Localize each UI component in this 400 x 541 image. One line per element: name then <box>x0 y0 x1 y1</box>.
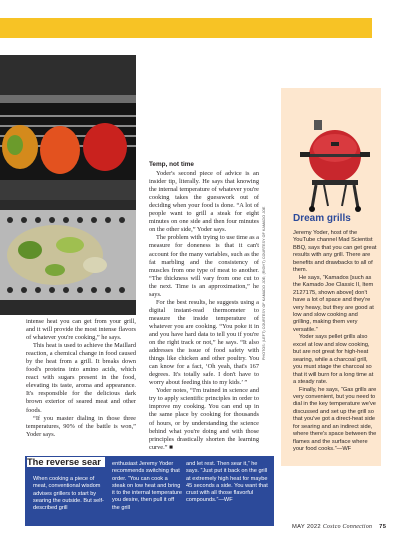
paragraph: This heat is used to achieve the Maillard reaction, a chemical change in food caused by the heat from a grill. It breaks down food's proteins into amino acids, which react with sugars present in the food, elevating its taste, aroma and appearance. It's responsible for the delicious dark brown exterior of seared meat and other foods. <box>26 342 136 414</box>
paragraph: The problem with trying to use time as a measure for doneness is that it can't account for the many variables, such as the fat marbling and the consistency of muscles from one type of meat to another. “The thickness will vary from one cut to the next. Time is an approximation,” he says. <box>149 234 259 298</box>
paragraph: Yoder's second piece of advice is an insider tip, literally. He says that knowing the internal temperature of whatever you're cooking takes the guesswork out of deciding when your food is done. “A lot of people want to grill a steak for eight minutes on one side and then four minutes on the other side,” Yoder says. <box>149 170 259 234</box>
reverse-sear-text-3: and let rest. Then sear it,” he says. “Just put it back on the grill at extremely high heat for maybe 45 seconds a side. You want that crust with all those flavorful compounds.”—WF <box>186 461 268 504</box>
issue-date: MAY 2022 <box>292 524 321 530</box>
paragraph: Yoder notes, “I'm trained in science and try to apply scientific principles in order to improve my cooking. You can end up in the same place by cooking for thousands of hours, or by understanding the science behind what you're doing and with those principles drastically shorten the learning curve.” ■ <box>149 387 259 451</box>
paragraph: Yoder says pellet grills also excel at low and slow cooking, but are not great for high-heat searing, while a charcoal grill, you must stage the charcoal so that it will burn for a long time at a steady rate. <box>293 334 374 386</box>
magazine-name: Costco Connection <box>322 524 373 530</box>
article-middle-column <box>149 161 259 452</box>
reverse-sear-title: The reverse sear <box>27 457 105 467</box>
grilled-vegetables-photo <box>0 55 136 315</box>
sidebar-body <box>293 230 377 454</box>
paragraph: intense heat you can get from your grill, and it will provide the most intense flavors of whatever you're cooking,” he says. <box>26 318 136 342</box>
paragraph: Jeremy Yoder, host of the YouTube channel Mad Scientist BBQ, says that you can get great results with any grill. There are benefits and drawbacks to all of them. <box>293 230 377 274</box>
paragraph: He says, “Kamados [such as the Kamado Joe Classic II, Item 2127175, shown above] don't have a lot of space and they're very heavy, but they are good at low and slow cooking and grilling, making them very versatile.” <box>293 274 374 333</box>
paragraph: Finally, he says, “Gas grills are very convenient, but you need to dial in the key temperature we've discussed and set up the grill so that you've got a direct-heat side for searing and an indirect side, where there's space between the flames and the surface where your food cooks.”—WF <box>293 386 377 453</box>
page-footer <box>292 524 386 530</box>
top-banner <box>0 18 372 38</box>
kamado-grill-image <box>300 118 370 213</box>
sidebar-title: Dream grills <box>293 213 351 224</box>
article-left-column <box>26 318 136 439</box>
photo-credit: PHOTOS: (LEFT) COURTESY OF KAMADO JOE; (RIGHT) COURTESY OF KAMADO JOE <box>262 206 266 360</box>
page-number: 75 <box>379 524 387 530</box>
reverse-sear-text-2: enthusiast Jeremy Yoder recommends switching that order. “You can cook a steak on low heat and bring it to the internal temperature you desire, then pull it off the grill <box>112 461 182 511</box>
reverse-sear-text-1: When cooking a piece of meat, conventional wisdom advises grillers to start by searing the outside. But self-described grill <box>33 476 104 511</box>
subheading: Temp, not time <box>149 161 194 168</box>
paragraph: “If you master dialing in those three temperatures, 90% of the battle is won,” Yoder says. <box>26 414 136 438</box>
paragraph: For the best results, he suggests using a digital instant-read thermometer to measure the inside temperature of whatever you are cooking. “You poke it in and you have hard data to tell you if you're on the right track or not,” he says. “It also addresses the issue of food safety with things like chicken and other poultry. You can know for a fact, ‘Oh yeah, that's 167 degrees. It's totally safe. I don't have to worry about feeding this to my kids.’ ” <box>149 298 259 387</box>
